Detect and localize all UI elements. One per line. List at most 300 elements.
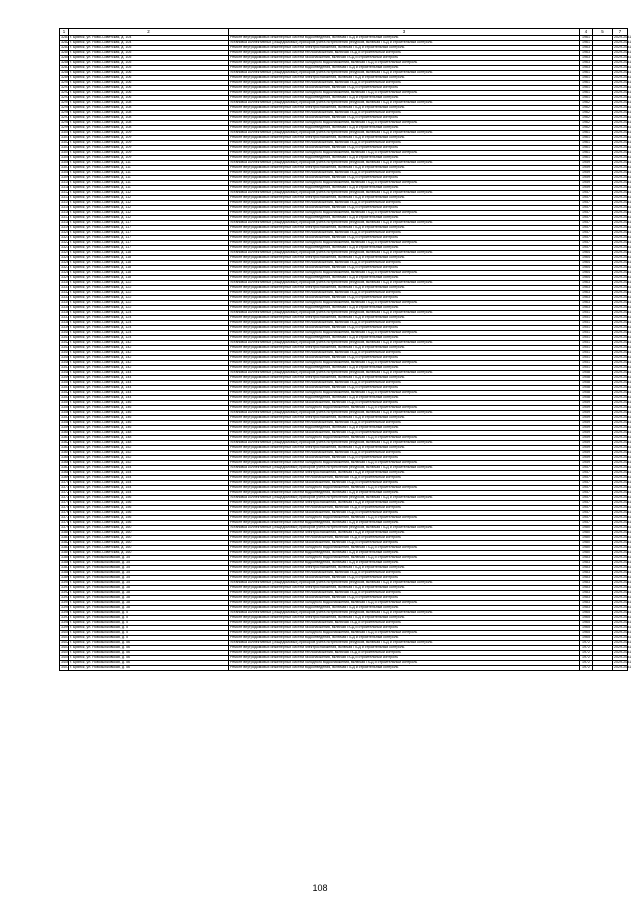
row-number-cell: 3400 [61, 630, 69, 635]
address-cell: г. Брянск, ул. Ново-Советская, д. 122 [69, 286, 229, 291]
year-built-cell: 1983 [580, 566, 593, 571]
address-cell: г. Брянск, ул. Ново-Советская, д. 109 [69, 151, 229, 156]
period-cell: 2029-2031 [614, 260, 632, 265]
address-cell: г. Брянск, ул. Ново-Советская, д. 144 [69, 391, 229, 396]
year-built-cell: 1959 [580, 421, 593, 426]
period-cell: 2029-2031 [614, 270, 632, 275]
row-number-cell: 3294 [61, 100, 69, 105]
period-cell: 2029-2031 [614, 75, 632, 80]
work-type-cell: Ремонт внутридомовых инженерных систем водоотведения, включая ПСД и строительный контроль [229, 551, 580, 556]
address-cell: г. Брянск, ул. Ново-Советская, д. 106 [69, 81, 229, 86]
period-cell: 2029-2031 [614, 650, 632, 655]
address-cell: г. Брянск, ул. Ново-Советская, д. 154 [69, 491, 229, 496]
year-built-cell: 1972 [580, 651, 593, 656]
period-cell: 2029-2031 [614, 220, 632, 225]
row-number-cell: 3386 [61, 560, 69, 565]
work-type-cell: Ремонт внутридомовых инженерных систем холодного водоснабжения, включая ПСД и строительный контроль [229, 181, 580, 186]
year-built-cell: 1963 [580, 51, 593, 56]
work-type-cell: Ремонт внутридомовых инженерных систем холодного водоснабжения, включая ПСД и строительный контроль [229, 601, 580, 606]
work-type-cell: Ремонт внутридомовых инженерных систем электроснабжения, включая ПСД и строительный контроль [229, 76, 580, 81]
period-cell: 2029-2031 [614, 45, 632, 50]
address-cell: г. Брянск, ул. Новозыбковская, д. 56 [69, 661, 229, 666]
year-built-cell: 1957 [580, 516, 593, 521]
work-type-cell: Установка коллективных (общедомовых) приборов учета потребления ресурсов, включая ПСД и строительный контроль [229, 581, 580, 586]
row-number-cell: 3345 [61, 355, 69, 360]
year-built-cell: 1983 [580, 601, 593, 606]
period-cell: 2029-2031 [614, 550, 632, 555]
row-number-cell: 3315 [61, 205, 69, 210]
row-number-cell: 3357 [61, 415, 69, 420]
row-number-cell: 3351 [61, 385, 69, 390]
row-number-cell: 3370 [61, 480, 69, 485]
year-built-cell: 1959 [580, 166, 593, 171]
row-number-cell: 3307 [61, 165, 69, 170]
period-cell: 2029-2031 [614, 280, 632, 285]
period-cell: 2029-2031 [614, 300, 632, 305]
year-built-cell: 1957 [580, 211, 593, 216]
work-type-cell: Установка коллективных (общедомовых) приборов учета потребления ресурсов, включая ПСД и строительный контроль [229, 221, 580, 226]
period-cell: 2029-2031 [614, 365, 632, 370]
period-cell: 2029-2031 [614, 50, 632, 55]
period-cell: 2029-2031 [614, 345, 632, 350]
work-type-cell: Ремонт внутридомовых инженерных систем электроснабжения, включая ПСД и строительный контроль [229, 256, 580, 261]
year-built-cell: 1980 [580, 536, 593, 541]
row-number-cell: 3330 [61, 280, 69, 285]
year-built-cell: 1963 [580, 286, 593, 291]
address-cell: г. Брянск, ул. Ново-Советская, д. 104 [69, 36, 229, 41]
year-built-cell: 1958 [580, 396, 593, 401]
period-cell: 2029-2031 [614, 235, 632, 240]
address-cell: г. Брянск, ул. Ново-Советская, д. 148 [69, 436, 229, 441]
work-type-cell: Ремонт внутридомовых инженерных систем теплоснабжения, включая ПСД и строительный контроль [229, 51, 580, 56]
work-type-cell: Ремонт внутридомовых инженерных систем газоснабжения, включая ПСД и строительный контроль [229, 356, 580, 361]
period-cell: 2029-2031 [614, 225, 632, 230]
row-number-cell: 3355 [61, 405, 69, 410]
year-built-cell: 1957 [580, 236, 593, 241]
year-built-cell: 1963 [580, 66, 593, 71]
address-cell: г. Брянск, ул. Новозыбковская, д. 35 [69, 566, 229, 571]
address-cell: г. Брянск, ул. Новозыбковская, д. 56 [69, 651, 229, 656]
work-type-cell: Ремонт внутридомовых инженерных систем электроснабжения, включая ПСД и строительный контроль [229, 166, 580, 171]
period-cell: 2029-2031 [614, 370, 632, 375]
year-built-cell: 1962 [580, 101, 593, 106]
work-type-cell: Ремонт внутридомовых инженерных систем теплоснабжения, включая ПСД и строительный контроль [229, 381, 580, 386]
address-cell: г. Брянск, ул. Ново-Советская, д. 117 [69, 236, 229, 241]
year-built-cell: 1958 [580, 381, 593, 386]
address-cell: г. Брянск, ул. Ново-Советская, д. 154 [69, 486, 229, 491]
work-type-cell: Ремонт внутридомовых инженерных систем водоотведения, включая ПСД и строительный контроль [229, 666, 580, 671]
period-cell: 2029-2031 [614, 90, 632, 95]
address-cell: г. Брянск, ул. Ново-Советская, д. 122 [69, 301, 229, 306]
address-cell: г. Брянск, ул. Ново-Советская, д. 148 [69, 441, 229, 446]
address-cell: г. Брянск, ул. Ново-Советская, д. 144 [69, 371, 229, 376]
row-number-cell: 3340 [61, 330, 69, 335]
period-cell: 2029-2031 [614, 380, 632, 385]
period-cell: 2029-2031 [614, 295, 632, 300]
period-cell: 2029-2031 [614, 480, 632, 485]
work-type-cell: Установка коллективных (общедомовых) приборов учета потребления ресурсов, включая ПСД и строительный контроль [229, 41, 580, 46]
row-number-cell: 3344 [61, 350, 69, 355]
address-cell: г. Брянск, ул. Ново-Советская, д. 142 [69, 341, 229, 346]
period-cell: 2029-2031 [614, 600, 632, 605]
period-cell: 2029-2031 [614, 490, 632, 495]
work-type-cell: Ремонт внутридомовых инженерных систем водоотведения, включая ПСД и строительный контроль [229, 491, 580, 496]
address-cell: г. Брянск, ул. Ново-Советская, д. 109 [69, 131, 229, 136]
year-built-cell: 1957 [580, 471, 593, 476]
year-built-cell: 1957 [580, 226, 593, 231]
address-cell: г. Брянск, ул. Ново-Советская, д. 118 [69, 251, 229, 256]
period-cell: 2029-2031 [614, 620, 632, 625]
row-number-cell: 3362 [61, 440, 69, 445]
address-cell: г. Брянск, ул. Новозыбковская, д. 38 [69, 601, 229, 606]
year-built-cell: 1959 [580, 171, 593, 176]
row-number-cell: 3286 [61, 60, 69, 65]
address-cell: г. Брянск, ул. Новозыбковская, д. 35 [69, 561, 229, 566]
work-type-cell: Ремонт внутридомовых инженерных систем холодного водоснабжения, включая ПСД и строительный контроль [229, 301, 580, 306]
period-cell: 2029-2031 [614, 185, 632, 190]
year-built-cell: 1965 [580, 626, 593, 631]
column-header: 4 [580, 29, 593, 36]
work-type-cell: Ремонт внутридомовых инженерных систем холодного водоснабжения, включая ПСД и строительный контроль [229, 211, 580, 216]
address-cell: г. Брянск, ул. Ново-Советская, д. 146 [69, 406, 229, 411]
year-built-cell: 1963 [580, 61, 593, 66]
period-cell: 2029-2031 [614, 230, 632, 235]
row-number-cell: 3281 [61, 35, 69, 40]
address-cell: г. Брянск, ул. Ново-Советская, д. 124 [69, 331, 229, 336]
work-type-cell: Ремонт внутридомовых инженерных систем холодного водоснабжения, включая ПСД и строительный контроль [229, 556, 580, 561]
address-cell: г. Брянск, ул. Новозыбковская, д. 35 [69, 581, 229, 586]
row-number-cell: 3348 [61, 370, 69, 375]
work-type-cell: Ремонт внутридомовых инженерных систем теплоснабжения, включая ПСД и строительный контроль [229, 351, 580, 356]
address-cell: г. Брянск, ул. Ново-Советская, д. 112 [69, 196, 229, 201]
address-cell: г. Брянск, ул. Ново-Советская, д. 142 [69, 346, 229, 351]
work-type-cell: Ремонт внутридомовых инженерных систем газоснабжения, включая ПСД и строительный контроль [229, 206, 580, 211]
address-cell: г. Брянск, ул. Ново-Советская, д. 118 [69, 261, 229, 266]
year-built-cell: 1961 [580, 156, 593, 161]
year-built-cell: 1961 [580, 136, 593, 141]
period-cell: 2029-2031 [614, 460, 632, 465]
address-cell: г. Брянск, ул. Новозыбковская, д. 5 [69, 631, 229, 636]
period-cell: 2029-2031 [614, 655, 632, 660]
row-number-cell: 3391 [61, 585, 69, 590]
work-type-cell: Ремонт внутридомовых инженерных систем теплоснабжения, включая ПСД и строительный контроль [229, 536, 580, 541]
row-number-cell: 3323 [61, 245, 69, 250]
row-number-cell: 3289 [61, 75, 69, 80]
address-cell: г. Брянск, ул. Ново-Советская, д. 142 [69, 351, 229, 356]
period-cell: 2029-2031 [614, 455, 632, 460]
year-built-cell: 1964 [580, 266, 593, 271]
work-type-cell: Ремонт внутридомовых инженерных систем газоснабжения, включая ПСД и строительный контроль [229, 576, 580, 581]
work-type-cell: Ремонт внутридомовых инженерных систем газоснабжения, включая ПСД и строительный контроль [229, 266, 580, 271]
period-cell: 2029-2031 [614, 265, 632, 270]
row-number-cell: 3390 [61, 580, 69, 585]
row-number-cell: 3322 [61, 240, 69, 245]
year-built-cell: 1983 [580, 586, 593, 591]
year-built-cell: 1965 [580, 631, 593, 636]
period-cell: 2029-2031 [614, 335, 632, 340]
work-type-cell: Ремонт внутридомовых инженерных систем газоснабжения, включая ПСД и строительный контроль [229, 431, 580, 436]
address-cell: г. Брянск, ул. Ново-Советская, д. 105 [69, 56, 229, 61]
row-number-cell: 3293 [61, 95, 69, 100]
work-type-cell: Ремонт внутридомовых инженерных систем электроснабжения, включая ПСД и строительный контроль [229, 566, 580, 571]
address-cell: г. Брянск, ул. Ново-Советская, д. 117 [69, 231, 229, 236]
year-built-cell: 1959 [580, 461, 593, 466]
address-cell: г. Брянск, ул. Ново-Советская, д. 156 [69, 501, 229, 506]
row-number-cell: 3363 [61, 445, 69, 450]
year-built-cell: 1961 [580, 131, 593, 136]
address-cell: г. Брянск, ул. Ново-Советская, д. 112 [69, 206, 229, 211]
address-cell: г. Брянск, ул. Ново-Советская, д. 108 [69, 111, 229, 116]
year-built-cell: 1957 [580, 481, 593, 486]
year-built-cell: 1961 [580, 81, 593, 86]
period-cell: 2029-2031 [614, 315, 632, 320]
period-cell: 2029-2031 [614, 115, 632, 120]
work-type-cell: Ремонт внутридомовых инженерных систем теплоснабжения, включая ПСД и строительный контроль [229, 571, 580, 576]
work-type-cell: Ремонт внутридомовых инженерных систем водоотведения, включая ПСД и строительный контроль [229, 66, 580, 71]
year-built-cell: 1959 [580, 451, 593, 456]
row-number-cell: 3312 [61, 190, 69, 195]
year-built-cell: 1957 [580, 491, 593, 496]
period-cell: 2029-2031 [614, 395, 632, 400]
row-number-cell: 3308 [61, 170, 69, 175]
work-type-cell: Ремонт внутридомовых инженерных систем электроснабжения, включая ПСД и строительный контроль [229, 106, 580, 111]
address-cell: г. Брянск, ул. Ново-Советская, д. 111 [69, 181, 229, 186]
year-built-cell: 1961 [580, 76, 593, 81]
row-number-cell: 3324 [61, 250, 69, 255]
row-number-cell: 3297 [61, 115, 69, 120]
year-built-cell: 1961 [580, 96, 593, 101]
work-type-cell: Ремонт внутридомовых инженерных систем электроснабжения, включая ПСД и строительный контроль [229, 586, 580, 591]
year-built-cell: 1983 [580, 591, 593, 596]
address-cell: г. Брянск, ул. Новозыбковская, д. 5 [69, 621, 229, 626]
period-cell: 2029-2031 [614, 215, 632, 220]
row-number-cell: 3388 [61, 570, 69, 575]
address-cell: г. Брянск, ул. Ново-Советская, д. 117 [69, 241, 229, 246]
work-type-cell: Ремонт внутридомовых инженерных систем холодного водоснабжения, включая ПСД и строительный контроль [229, 61, 580, 66]
work-type-cell: Установка коллективных (общедомовых) приборов учета потребления ресурсов, включая ПСД и строительный контроль [229, 371, 580, 376]
year-built-cell: 1951 [580, 311, 593, 316]
year-built-cell: 1962 [580, 121, 593, 126]
work-type-cell: Ремонт внутридомовых инженерных систем холодного водоснабжения, включая ПСД и строительный контроль [229, 151, 580, 156]
row-number-cell: 3337 [61, 315, 69, 320]
period-cell: 2029-2031 [614, 615, 632, 620]
address-cell: г. Брянск, ул. Ново-Советская, д. 111 [69, 161, 229, 166]
period-cell: 2029-2031 [614, 450, 632, 455]
work-type-cell: Ремонт внутридомовых инженерных систем холодного водоснабжения, включая ПСД и строительный контроль [229, 271, 580, 276]
address-cell: г. Брянск, ул. Ново-Советская, д. 160 [69, 531, 229, 536]
row-number-cell: 3354 [61, 400, 69, 405]
period-cell: 2029-2031 [614, 145, 632, 150]
address-cell: г. Брянск, ул. Ново-Советская, д. 156 [69, 516, 229, 521]
row-number-cell: 3403 [61, 645, 69, 650]
address-cell: г. Брянск, ул. Ново-Советская, д. 156 [69, 506, 229, 511]
period-cell: 2029-2031 [614, 505, 632, 510]
year-built-cell: 1980 [580, 551, 593, 556]
address-cell: г. Брянск, ул. Ново-Советская, д. 154 [69, 481, 229, 486]
row-number-cell: 3301 [61, 135, 69, 140]
year-built-cell: 1959 [580, 406, 593, 411]
row-number-cell: 3288 [61, 70, 69, 75]
year-built-cell: 1972 [580, 661, 593, 666]
address-cell: г. Брянск, ул. Ново-Советская, д. 152 [69, 451, 229, 456]
work-type-cell: Ремонт внутридомовых инженерных систем газоснабжения, включая ПСД и строительный контроль [229, 656, 580, 661]
row-number-cell: 3365 [61, 455, 69, 460]
work-type-cell: Ремонт внутридомовых инженерных систем холодного водоснабжения, включая ПСД и строительный контроль [229, 241, 580, 246]
row-number-cell: 3407 [61, 665, 69, 670]
address-cell: г. Брянск, ул. Ново-Советская, д. 160 [69, 541, 229, 546]
address-cell: г. Брянск, ул. Ново-Советская, д. 108 [69, 106, 229, 111]
row-number-cell: 3378 [61, 520, 69, 525]
work-type-cell: Установка коллективных (общедомовых) приборов учета потребления ресурсов, включая ПСД и строительный контроль [229, 311, 580, 316]
year-built-cell: 1951 [580, 326, 593, 331]
year-built-cell: 1980 [580, 531, 593, 536]
row-number-cell: 3282 [61, 40, 69, 45]
period-cell: 2029-2031 [614, 390, 632, 395]
address-cell: г. Брянск, ул. Новозыбковская, д. 35 [69, 571, 229, 576]
row-number-cell: 3300 [61, 130, 69, 135]
year-built-cell: 1959 [580, 456, 593, 461]
period-cell: 2029-2031 [614, 175, 632, 180]
row-number-cell: 3321 [61, 235, 69, 240]
year-built-cell: 1964 [580, 256, 593, 261]
row-number-cell: 3326 [61, 260, 69, 265]
row-number-cell: 3334 [61, 300, 69, 305]
year-built-cell: 1958 [580, 376, 593, 381]
period-cell: 2029-2031 [614, 205, 632, 210]
address-cell: г. Брянск, ул. Ново-Советская, д. 106 [69, 96, 229, 101]
year-built-cell: 1957 [580, 466, 593, 471]
year-built-cell: 1959 [580, 436, 593, 441]
address-cell: г. Брянск, ул. Ново-Советская, д. 118 [69, 276, 229, 281]
work-type-cell: Ремонт внутридомовых инженерных систем электроснабжения, включая ПСД и строительный контроль [229, 136, 580, 141]
period-cell: 2029-2031 [614, 665, 632, 670]
work-type-cell: Установка коллективных (общедомовых) приборов учета потребления ресурсов, включая ПСД и строительный контроль [229, 496, 580, 501]
work-type-cell: Установка коллективных (общедомовых) приборов учета потребления ресурсов, включая ПСД и строительный контроль [229, 131, 580, 136]
period-cell: 2029-2031 [614, 430, 632, 435]
address-cell: г. Брянск, ул. Новозыбковская, д. 35 [69, 576, 229, 581]
work-type-cell: Установка коллективных (общедомовых) приборов учета потребления ресурсов, включая ПСД и строительный контроль [229, 526, 580, 531]
period-cell: 2029-2031 [614, 500, 632, 505]
address-cell: г. Брянск, ул. Ново-Советская, д. 148 [69, 431, 229, 436]
row-number-cell: 3397 [61, 615, 69, 620]
work-type-cell: Ремонт внутридомовых инженерных систем газоснабжения, включая ПСД и строительный контроль [229, 146, 580, 151]
row-number-cell: 3296 [61, 110, 69, 115]
address-cell: г. Брянск, ул. Ново-Советская, д. 104 [69, 41, 229, 46]
work-type-cell: Ремонт внутридомовых инженерных систем холодного водоснабжения, включая ПСД и строительный контроль [229, 331, 580, 336]
work-type-cell: Ремонт внутридомовых инженерных систем холодного водоснабжения, включая ПСД и строительный контроль [229, 486, 580, 491]
address-cell: г. Брянск, ул. Ново-Советская, д. 109 [69, 156, 229, 161]
address-cell: г. Брянск, ул. Ново-Советская, д. 111 [69, 171, 229, 176]
address-cell: г. Брянск, ул. Ново-Советская, д. 106 [69, 71, 229, 76]
work-type-cell: Ремонт внутридомовых инженерных систем электроснабжения, включая ПСД и строительный контроль [229, 446, 580, 451]
period-cell: 2029-2031 [614, 290, 632, 295]
work-type-cell: Ремонт внутридомовых инженерных систем теплоснабжения, включая ПСД и строительный контроль [229, 291, 580, 296]
table-body [60, 35, 632, 671]
year-built-cell: 1961 [580, 36, 593, 41]
year-built-cell: 1959 [580, 401, 593, 406]
address-cell: г. Брянск, ул. Ново-Советская, д. 152 [69, 456, 229, 461]
year-built-cell: 1959 [580, 441, 593, 446]
address-cell: г. Брянск, ул. Ново-Советская, д. 122 [69, 296, 229, 301]
address-cell: г. Брянск, ул. Ново-Советская, д. 146 [69, 411, 229, 416]
year-built-cell: 1980 [580, 546, 593, 551]
work-type-cell: Ремонт внутридомовых инженерных систем теплоснабжения, включая ПСД и строительный контроль [229, 421, 580, 426]
row-number-cell: 3339 [61, 325, 69, 330]
address-cell: г. Брянск, ул. Новозыбковская, д. 5 [69, 626, 229, 631]
address-cell: г. Брянск, ул. Ново-Советская, д. 142 [69, 356, 229, 361]
document-sheet [59, 28, 632, 671]
work-type-cell: Ремонт внутридомовых инженерных систем холодного водоснабжения, включая ПСД и строительный контроль [229, 91, 580, 96]
work-type-cell: Установка коллективных (общедомовых) приборов учета потребления ресурсов, включая ПСД и строительный контроль [229, 281, 580, 286]
period-cell: 2029-2031 [614, 150, 632, 155]
year-built-cell: 1957 [580, 486, 593, 491]
work-type-cell: Ремонт внутридомовых инженерных систем теплоснабжения, включая ПСД и строительный контроль [229, 591, 580, 596]
year-built-cell: 1957 [580, 191, 593, 196]
page-number: 108 [312, 883, 328, 893]
row-number-cell: 3332 [61, 290, 69, 295]
address-cell: г. Брянск, ул. Ново-Советская, д. 146 [69, 401, 229, 406]
work-type-cell: Ремонт внутридомовых инженерных систем газоснабжения, включая ПСД и строительный контроль [229, 541, 580, 546]
row-number-cell: 3369 [61, 475, 69, 480]
period-cell: 2029-2031 [614, 65, 632, 70]
year-built-cell: 1961 [580, 146, 593, 151]
year-built-cell: 1963 [580, 301, 593, 306]
work-type-cell: Ремонт внутридомовых инженерных систем электроснабжения, включая ПСД и строительный контроль [229, 196, 580, 201]
period-cell: 2029-2031 [614, 35, 632, 40]
work-type-cell: Ремонт внутридомовых инженерных систем газоснабжения, включая ПСД и строительный контроль [229, 236, 580, 241]
period-cell: 2029-2031 [614, 360, 632, 365]
year-built-cell: 1961 [580, 86, 593, 91]
period-cell: 2029-2031 [614, 170, 632, 175]
row-number-cell: 3291 [61, 85, 69, 90]
row-number-cell: 3366 [61, 460, 69, 465]
address-cell: г. Брянск, ул. Новозыбковская, д. 5 [69, 616, 229, 621]
year-built-cell: 1957 [580, 241, 593, 246]
address-cell: г. Брянск, ул. Новозыбковская, д. 5 [69, 636, 229, 641]
year-built-cell: 1961 [580, 71, 593, 76]
period-cell: 2029-2031 [614, 130, 632, 135]
address-cell: г. Брянск, ул. Ново-Советская, д. 117 [69, 226, 229, 231]
work-type-cell: Ремонт внутридомовых инженерных систем электроснабжения, включая ПСД и строительный контроль [229, 316, 580, 321]
period-cell: 2029-2031 [614, 540, 632, 545]
work-type-cell: Ремонт внутридомовых инженерных систем холодного водоснабжения, включая ПСД и строительный контроль [229, 631, 580, 636]
row-number-cell: 3406 [61, 660, 69, 665]
address-cell: г. Брянск, ул. Новозыбковская, д. 56 [69, 656, 229, 661]
work-type-cell: Ремонт внутридомовых инженерных систем газоснабжения, включая ПСД и строительный контроль [229, 326, 580, 331]
period-cell: 2029-2031 [614, 405, 632, 410]
row-number-cell: 3298 [61, 120, 69, 125]
work-type-cell: Ремонт внутридомовых инженерных систем теплоснабжения, включая ПСД и строительный контроль [229, 111, 580, 116]
work-type-cell: Установка коллективных (общедомовых) приборов учета потребления ресурсов, включая ПСД и строительный контроль [229, 101, 580, 106]
address-cell: г. Брянск, ул. Ново-Советская, д. 117 [69, 246, 229, 251]
work-type-cell: Ремонт внутридомовых инженерных систем теплоснабжения, включая ПСД и строительный контроль [229, 171, 580, 176]
address-cell: г. Брянск, ул. Новозыбковская, д. 5 [69, 611, 229, 616]
work-type-cell: Ремонт внутридомовых инженерных систем газоснабжения, включая ПСД и строительный контроль [229, 626, 580, 631]
address-cell: г. Брянск, ул. Ново-Советская, д. 105 [69, 61, 229, 66]
work-type-cell: Ремонт внутридомовых инженерных систем электроснабжения, включая ПСД и строительный контроль [229, 46, 580, 51]
year-built-cell: 1962 [580, 111, 593, 116]
address-cell: г. Брянск, ул. Ново-Советская, д. 112 [69, 201, 229, 206]
work-type-cell: Ремонт внутридомовых инженерных систем водоотведения, включая ПСД и строительный контроль [229, 396, 580, 401]
period-cell: 2029-2031 [614, 195, 632, 200]
address-cell: г. Брянск, ул. Новозыбковская, д. 38 [69, 606, 229, 611]
column-header: 5 [593, 29, 613, 36]
row-number-cell: 3383 [61, 545, 69, 550]
year-built-cell: 1951 [580, 336, 593, 341]
work-type-cell: Ремонт внутридомовых инженерных систем водоотведения, включая ПСД и строительный контроль [229, 36, 580, 41]
row-number-cell: 3395 [61, 605, 69, 610]
work-type-cell: Ремонт внутридомовых инженерных систем холодного водоснабжения, включая ПСД и строительный контроль [229, 406, 580, 411]
